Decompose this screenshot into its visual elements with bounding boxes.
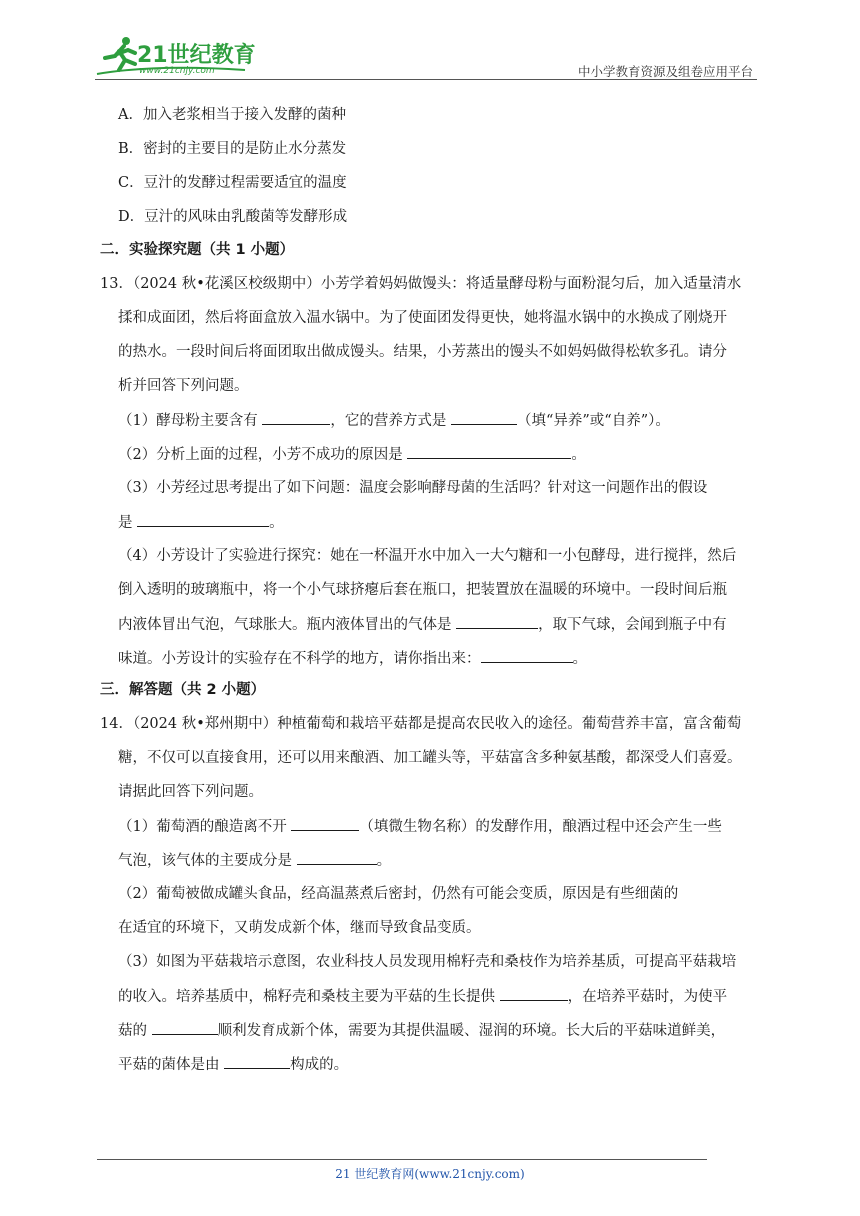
option-c: C．豆汁的发酵过程需要适宜的温度 <box>118 175 347 191</box>
q14-stem-line-3: 请据此回答下列问题。 <box>118 784 263 800</box>
answer-blank[interactable] <box>456 614 538 629</box>
answer-blank[interactable] <box>407 444 571 459</box>
q13-part-2: （2）分析上面的过程，小芳不成功的原因是 。 <box>118 444 586 465</box>
q13-stem-line-4: 析并回答下列问题。 <box>118 378 249 394</box>
footer-divider <box>97 1159 707 1160</box>
answer-blank[interactable] <box>152 1020 218 1035</box>
option-b: B．密封的主要目的是防止水分蒸发 <box>118 141 347 157</box>
section-2-title: 二．实验探究题（共 1 小题） <box>100 242 295 258</box>
footer-text: 21 世纪教育网(www.21cnjy.com) <box>335 1167 525 1181</box>
q14-part-3-line-3: 菇的 顺利发育成新个体，需要为其提供温暖、湿润的环境。长大后的平菇味道鲜美， <box>118 1020 725 1041</box>
logo-21cnjy <box>95 34 260 78</box>
q13-stem-line-3: 的热水。一段时间后将面团取出做成馒头。结果，小芳蒸出的馒头不如妈妈做得松软多孔。请分 <box>118 344 727 360</box>
q14-part-2-line-2: 在适宜的环境下，又萌发成新个体，继而导致食品变质。 <box>118 920 481 936</box>
q13-stem-line-2: 揉和成面团，然后将面盒放入温水锅中。为了使面团发得更快，她将温水锅中的水换成了刚烧开 <box>118 310 727 326</box>
answer-blank[interactable] <box>297 850 377 865</box>
q13-part-1: （1）酵母粉主要含有 ，它的营养方式是 （填“异养”或“自养”）。 <box>118 410 670 431</box>
q14-stem-line-1: 14．（2024 秋•郑州期中）种植葡萄和栽培平菇都是提高农民收入的途径。葡萄营养丰富，富含葡萄 <box>100 716 742 732</box>
q14-part-3-line-1: （3）如图为平菇栽培示意图，农业科技人员发现用棉籽壳和桑枝作为培养基质，可提高平菇栽培 <box>118 954 737 970</box>
q13-part-4-line-4: 味道。小芳设计的实验存在不科学的地方，请你指出来： 。 <box>118 648 587 669</box>
q14-part-1-line-2: 气泡，该气体的主要成分是 。 <box>118 850 391 871</box>
svg-text:www.21cnjy.com: www.21cnjy.com <box>139 66 215 76</box>
answer-blank[interactable] <box>291 816 359 831</box>
answer-blank[interactable] <box>137 512 269 527</box>
answer-blank[interactable] <box>262 410 330 425</box>
platform-label: 中小学教育资源及组卷应用平台 <box>577 64 753 79</box>
option-a: A．加入老浆相当于接入发酵的菌种 <box>118 107 346 123</box>
q13-stem-line-1: 13．（2024 秋•花溪区校级期中）小芳学着妈妈做馒头：将适量酵母粉与面粉混匀后，加入适量清水 <box>100 276 742 292</box>
q13-part-4-line-2: 倒入透明的玻璃瓶中，将一个小气球挤瘪后套在瓶口，把装置放在温暖的环境中。一段时间后瓶 <box>118 582 727 598</box>
q14-stem-line-2: 糖，不仅可以直接食用，还可以用来酿酒、加工罐头等，平菇富含多种氨基酸，都深受人们喜爱。 <box>118 750 742 766</box>
svg-text:21世纪教育: 21世纪教育 <box>137 43 256 68</box>
q14-part-2-line-1: （2）葡萄被做成罐头食品，经高温蒸煮后密封，仍然有可能会变质，原因是有些细菌的 <box>118 886 679 902</box>
answer-blank[interactable] <box>481 648 573 663</box>
q13-part-4-line-3: 内液体冒出气泡，气球胀大。瓶内液体冒出的气体是 ，取下气球，会闻到瓶子中有 <box>118 614 727 635</box>
answer-blank[interactable] <box>451 410 517 425</box>
q14-part-3-line-2: 的收入。培养基质中，棉籽壳和桑枝主要为平菇的生长提供 ，在培养平菇时，为使平 <box>118 986 727 1007</box>
q14-part-3-line-4: 平菇的菌体是由 构成的。 <box>118 1054 348 1075</box>
answer-blank[interactable] <box>224 1054 290 1069</box>
answer-blank[interactable] <box>500 986 568 1001</box>
page-header <box>95 34 757 80</box>
header-divider <box>95 79 757 80</box>
q13-part-3-line-2: 是 。 <box>118 512 284 533</box>
q14-part-1-line-1: （1）葡萄酒的酿造离不开 （填微生物名称）的发酵作用，酿酒过程中还会产生一些 <box>118 816 722 837</box>
q13-part-3-line-1: （3）小芳经过思考提出了如下问题：温度会影响酵母菌的生活吗？针对这一问题作出的假设 <box>118 480 708 496</box>
section-3-title: 三．解答题（共 2 小题） <box>100 682 266 698</box>
q13-part-4-line-1: （4）小芳设计了实验进行探究：她在一杯温开水中加入一大勺糖和一小包酵母，进行搅拌，然后 <box>118 548 737 564</box>
option-d: D．豆汁的风味由乳酸菌等发酵形成 <box>118 209 348 225</box>
